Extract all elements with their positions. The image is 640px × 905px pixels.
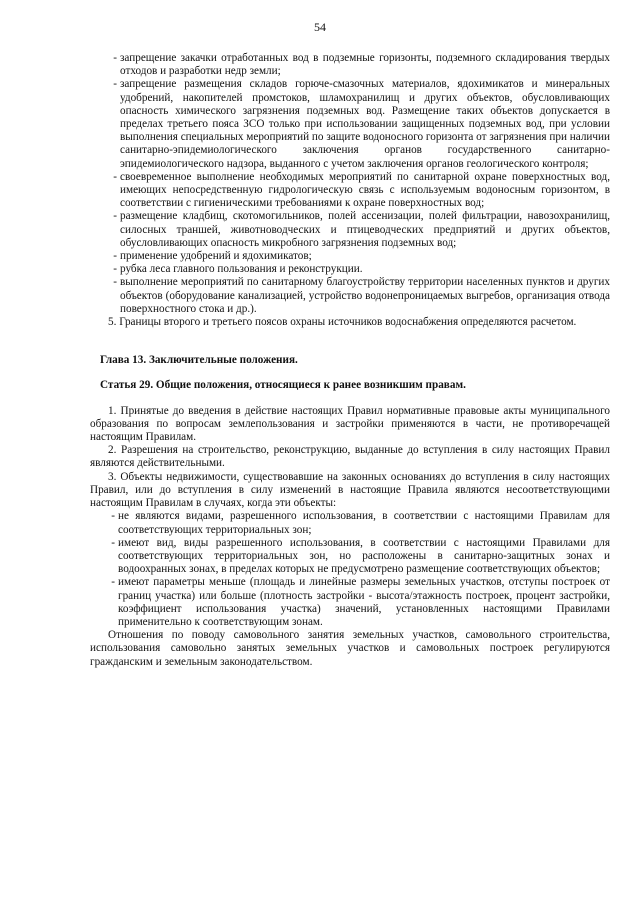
list-item-text: запрещение размещения складов горюче-смазочных материалов, ядохимикатов и минеральных удобрений, накопителей промстоков, шламохранилищ и других объектов, обусловливающих опасность химического загрязнения подземных вод. Размещение таких объектов допускается в пределах третьего пояса ЗСО только при использовании защищенных подземных вод, при условии выполнения специальных мероприятий по защите водоносного горизонта от загрязнения при наличии санитарно-эпидемиологического заключения органов государственного санитарно-эпидемиологического надзора, выданного с учетом заключения органов геологического контроля;	[120, 78, 610, 170]
article-title: Статья 29. Общие положения, относящиеся к ранее возникшим правам.	[100, 379, 466, 392]
list-item-text: применение удобрений и ядохимикатов;	[120, 250, 312, 263]
list-item-text: имеют вид, виды разрешенного использования, в соответствии с настоящими Правилами для соответствующих территориальных зон, но расположены в санитарно-защитных зонах и водоохранных зонах, в пределах которых не предусмотрено размещение соответствующих объектов;	[118, 536, 610, 576]
dash-marker: -	[111, 576, 115, 589]
dash-marker: -	[113, 276, 117, 289]
dash-marker: -	[113, 250, 117, 263]
dash-marker: -	[113, 210, 117, 223]
list-item	[100, 537, 610, 577]
list-item-text: рубка леса главного пользования и реконструкции.	[120, 263, 363, 276]
article-paragraph-1: 1. Принятые до введения в действие настоящих Правил нормативные правовые акты муниципального образования по вопросам землепользования и застройки применяются в части, не противоречащей настоящим Правилам.	[90, 404, 610, 444]
list-item	[102, 210, 610, 250]
dash-marker: -	[111, 510, 115, 523]
list-item	[100, 576, 610, 629]
dash-marker: -	[113, 170, 117, 183]
list-item	[100, 510, 610, 536]
list-item	[102, 263, 610, 276]
list-item	[102, 171, 610, 211]
list-item	[102, 52, 610, 78]
paragraph-5: 5. Границы второго и третьего поясов охраны источников водоснабжения определяются расчетом.	[108, 316, 577, 329]
article-paragraph-2: 2. Разрешения на строительство, реконструкцию, выданные до вступления в силу настоящих Правил являются действительными.	[90, 444, 610, 470]
chapter-title: Глава 13. Заключительные положения.	[100, 354, 298, 367]
dash-marker: -	[113, 52, 117, 64]
dash-marker: -	[113, 263, 117, 276]
list-item-text: выполнение мероприятий по санитарному благоустройству территории населенных пунктов и других объектов (оборудование канализацией, устройство водонепроницаемых выгребов, организация отвода поверхностного стока и др.).	[120, 276, 610, 315]
page-content	[90, 52, 610, 669]
dash-marker: -	[113, 78, 117, 91]
list-item	[102, 276, 610, 316]
final-paragraph: Отношения по поводу самовольного занятия земельных участков, самовольного строительства, использования самовольно занятых земельных участков и самовольных построек регулируются гражданским и земельным законодательством.	[90, 629, 610, 668]
list-item-text: запрещение закачки отработанных вод в подземные горизонты, подземного складирования твердых отходов и разработки недр земли;	[120, 52, 610, 78]
article-paragraph-3: 3. Объекты недвижимости, существовавшие на законных основаниях до вступления в силу настоящих Правил, или до вступления в силу изменений в настоящие Правила являются несоответствующими настоящим Правилам в случаях, когда эти объекты:	[90, 470, 610, 510]
page-number: 54	[314, 20, 326, 34]
list-item-text: своевременное выполнение необходимых мероприятий по санитарной охране поверхностных вод, имеющих непосредственную гидрологическую связь с используемым водоносным горизонтом, в соответствии с гигиеническими требованиями к охране поверхностных вод;	[120, 170, 610, 210]
list-item	[102, 78, 610, 170]
list-item-text: не являются видами, разрешенного использования, в соответствии с настоящими Правилам для соответствующих территориальных зон;	[118, 510, 610, 536]
list-item	[102, 250, 610, 263]
dash-marker: -	[111, 536, 115, 549]
list-item-text: размещение кладбищ, скотомогильников, полей ассенизации, полей фильтрации, навозохранилищ, силосных траншей, животноводческих и птицеводческих предприятий и других объектов, обусловливающих опасность микробного загрязнения подземных вод;	[120, 210, 610, 249]
list-item-text: имеют параметры меньше (площадь и линейные размеры земельных участков, отступы построек от границ участка) или больше (плотность застройки - высота/этажность построек, процент застройки, коэффициент использования участка) значений, установленных настоящими Правилами применительно к соответствующим зонам.	[118, 576, 610, 628]
